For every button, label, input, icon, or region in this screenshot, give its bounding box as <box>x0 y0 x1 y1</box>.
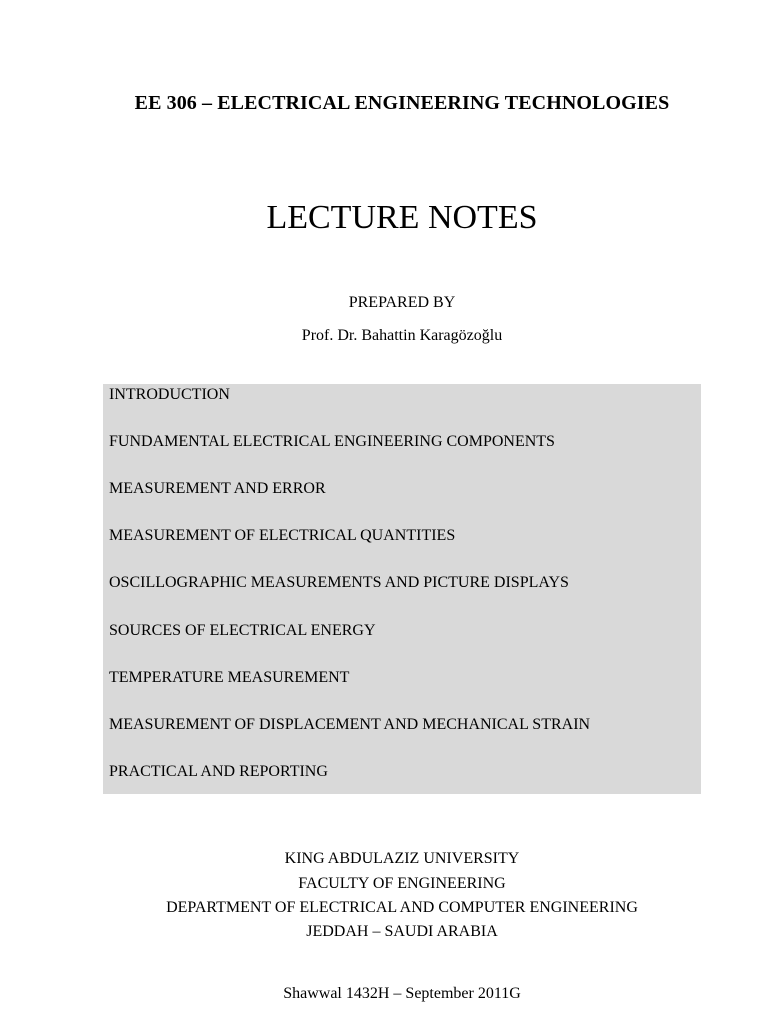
university-name: KING ABDULAZIZ UNIVERSITY <box>284 850 520 867</box>
course-title: EE 306 – ELECTRICAL ENGINEERING TECHNOLOGIES <box>134 92 670 114</box>
contents-item: OSCILLOGRAPHIC MEASUREMENTS AND PICTURE DISPLAYS <box>109 574 569 591</box>
contents-item: INTRODUCTION <box>109 386 230 403</box>
contents-item: SOURCES OF ELECTRICAL ENERGY <box>109 622 376 639</box>
contents-item: MEASUREMENT OF DISPLACEMENT AND MECHANICAL STRAIN <box>109 716 591 733</box>
prepared-by-label: PREPARED BY <box>348 294 456 311</box>
author-name: Prof. Dr. Bahattin Karagözoğlu <box>301 327 503 344</box>
publication-date: Shawwal 1432H – September 2011G <box>283 985 521 1002</box>
contents-item: MEASUREMENT OF ELECTRICAL QUANTITIES <box>109 527 456 544</box>
faculty-name: FACULTY OF ENGINEERING <box>298 875 506 892</box>
contents-item: TEMPERATURE MEASUREMENT <box>109 669 350 686</box>
department-name: DEPARTMENT OF ELECTRICAL AND COMPUTER ENGINEERING <box>166 899 638 916</box>
contents-item: PRACTICAL AND REPORTING <box>109 763 328 780</box>
location: JEDDAH – SAUDI ARABIA <box>306 923 498 940</box>
document-title: LECTURE NOTES <box>266 199 538 236</box>
contents-item: MEASUREMENT AND ERROR <box>109 480 326 497</box>
contents-item: FUNDAMENTAL ELECTRICAL ENGINEERING COMPONENTS <box>109 433 555 450</box>
contents-box <box>103 384 701 794</box>
